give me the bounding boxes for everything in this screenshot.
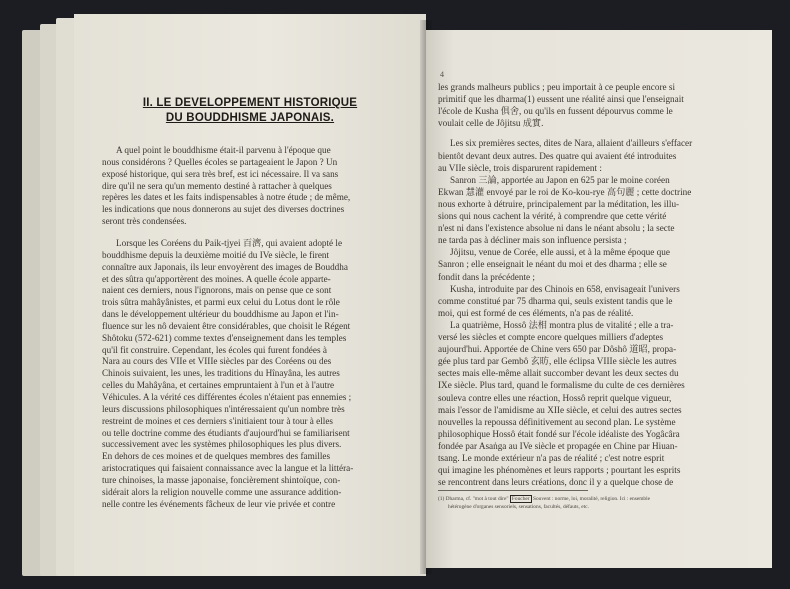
text-line: souleva contre elles une réaction, Hossô reprit quelque vigueur, [438, 392, 672, 403]
footnote-line-2: hétérogène d'organes sensoriels, sensations, facultés, défauts, etc. [448, 504, 589, 510]
text-line: repères les dates et les faits indispensables à notre étude ; de même, [102, 192, 351, 203]
text-line: La quatrième, Hossô 法相 montra plus de vitalité ; elle a tra- [450, 319, 674, 330]
footnote-line-1 [438, 496, 650, 503]
text-line: l'école de Kusha 俱舍, ou qu'ils en fussent dépourvus comme le [438, 106, 673, 117]
section-title-line1: II. LE DEVELOPPEMENT HISTORIQUE [142, 97, 358, 109]
footnote-rule [438, 490, 588, 491]
text-line: au VIIe siècle, trois disparurent rapidement : [438, 162, 602, 173]
text-line: leurs discussions philosophiques n'intéressaient qu'un nombre très [102, 403, 345, 414]
text-line: versé les siècles et compte encore quelques milliers d'adeptes [438, 332, 664, 342]
text-line: nouvelles la repoussa définitivement au second plan. Le système [438, 416, 676, 427]
text-line: ne tarda pas à décliner mais son influence persista ; [438, 235, 627, 246]
text-line: nelle contre les événements fâcheux de leur vie privée et contre [102, 498, 336, 509]
text-line: comme constitué par 75 dharma qui, seuls existent tandis que le [438, 295, 673, 306]
text-line: sectes mais elle-même allait succomber devant les deux sectes du [438, 368, 679, 379]
text-line: Lorsque les Coréens du Paik-tjyei 百濟, qui avaient adopté le [116, 237, 343, 248]
text-line: qui imagine les phénomènes et leurs rapports ; pourtant les esprits [438, 465, 681, 476]
footnote-text-b: Souvent : norme, loi, moralité, religion. Ici : ensemble [531, 496, 651, 502]
text-line: fondée par Asaṅga au IVe siècle et propagée en Chine par Hiuan- [438, 440, 678, 451]
text-line: fluence sur les nô devaient être considérables, que choisit le Régent [102, 320, 351, 331]
text-line: primitif que les dharma(1) eussent une réalité ainsi que l'enseignait [438, 94, 684, 105]
text-line: philosophique Hossô était fondé sur l'école idéaliste des Yogâcâra [438, 428, 680, 439]
text-line: se rencontrent dans leurs créations, donc il y a quelque chose de [438, 477, 674, 488]
text-line: moi, qui est formé de ces éléments, n'a pas de réalité. [438, 307, 634, 318]
text-line: exposé historique, qui sera très bref, est ici nécessaire. Il va sans [102, 168, 339, 179]
text-line: bientôt devant deux autres. Des quatre qui avaient été introduites [438, 150, 677, 161]
text-line: nous exhorte à détruire, principalement par la méditation, les illu- [438, 198, 680, 209]
text-line: aujourd'hui. Apportée de Chine vers 650 par Dôshô 道昭, propa- [438, 344, 677, 355]
text-line: Les six premières sectes, dites de Nara, allaient d'ailleurs s'effacer [450, 138, 693, 149]
text-line: successivement avec les systèmes philosophiques les plus divers. [102, 439, 342, 450]
text-line: restreint de moines et ces derniers s'initiaient tour à tour à elles [102, 415, 334, 426]
page-number: 4 [440, 70, 444, 79]
text-line: connaître aux Japonais, ils leur envoyèrent des images de Bouddha [102, 261, 348, 272]
text-line: Nara au cours des VIIe et VIIIe siècles par des Coréens ou des [102, 356, 332, 367]
text-line: ture chinoises, la masse japonaise, foncièrement shintoïque, con- [102, 474, 341, 485]
text-line: Jôjitsu, venue de Corée, elle aussi, et à la même époque que [450, 247, 670, 258]
text-line: Véhicules. A la vérité ces différentes écoles n'étaient pas ennemies ; [102, 392, 352, 402]
text-line: Chinois suivaient, les unes, les traditions du Hînayâna, les autres [102, 368, 340, 379]
text-line: En dehors de ces moines et de quelques membres des familles [102, 451, 331, 462]
text-line: ou telle doctrine comme des étudiants d'aujourd'hui se familiarisent [102, 427, 350, 438]
text-line: dans le développement ultérieur du bouddhisme au Japon et l'in- [102, 309, 339, 320]
text-line: n'est ni dans l'existence absolue ni dans le néant absolu ; la secte [438, 223, 675, 234]
text-line: voulait celle de Jôjitsu 成實. [438, 118, 544, 129]
text-line: et des sûtra qu'apportèrent des moines. A quelle école apparte- [102, 273, 331, 284]
text-line: aristocratiques qui faisaient connaissance avec la langue et la littéra- [102, 463, 354, 474]
text-line: nous considérons ? Quelles écoles se partageaient le Japon ? Un [102, 156, 338, 167]
left-page [74, 14, 426, 576]
text-line: celles du Mahâyâna, et certaines empruntaient à l'un et à l'autre [102, 380, 335, 391]
text-line: qu'il fit construire. Cependant, les écoles qui furent fondées à [102, 344, 327, 355]
text-line: sidérait alors la religion nouvelle comme une assurance addition- [102, 486, 342, 497]
text-line: IXe siècle. Plus tard, quand le formalisme du culte de ces dernières [438, 380, 685, 391]
text-line: bouddhisme depuis la deuxième moitié du IVe siècle, le firent [102, 249, 330, 260]
text-line: mais l'essor de l'amidisme au XIIe siècle, et celui des autres sectes [438, 404, 682, 415]
text-line: seront très condensées. [102, 216, 187, 227]
text-line: dire qu'il ne sera qu'un memento destiné à rattacher à quelques [102, 180, 332, 191]
text-line: tsang. Le monde extérieur n'a pas de réalité ; c'est notre esprit [438, 453, 665, 463]
text-line: Ekwan 慧灌 envoyé par le roi de Ko-kou-rye 高句麗 ; cette doctrine [438, 186, 692, 197]
text-line: Kusha, introduite par des Chinois en 658, envisageait l'univers [450, 283, 680, 294]
text-line: naient ces derniers, nous l'ignorons, mais on pense que ce sont [102, 285, 332, 296]
text-line: Sanron ; elle enseignait le néant du moi et des dharma ; elle se [438, 259, 667, 270]
right-page [426, 30, 772, 568]
text-line: Sanron 三論, apportée au Japon en 625 par le moine coréen [450, 174, 670, 185]
text-line: gée plus tard par Gembô 玄昉, elle éclipsa VIIIe siècle les autres [438, 356, 677, 367]
text-line: sions qui nous cachent la vérité, à comprendre que cette vérité [438, 211, 667, 221]
footnote-boxed-word: Foucher [511, 496, 530, 502]
text-line: Shôtoku (572-621) comme textes d'enseignement dans les temples [102, 332, 347, 343]
footnote-text-a: (1) Dharma, cf. "mot à tout dire" [438, 496, 510, 502]
text-line: trois sûtra mahâyânistes, et parmi eux celui du Lotus dont le rôle [102, 297, 340, 308]
text-line: les indications que nous donnerons au sujet des diverses doctrines [102, 204, 345, 215]
section-title-line2: DU BOUDDHISME JAPONAIS. [165, 112, 335, 124]
text-line: A quel point le bouddhisme était-il parvenu à l'époque que [116, 145, 331, 155]
text-line: les grands malheurs publics ; peu importait à ce peuple encore si [438, 82, 676, 92]
text-line: fondit dans la précédente ; [438, 271, 535, 282]
